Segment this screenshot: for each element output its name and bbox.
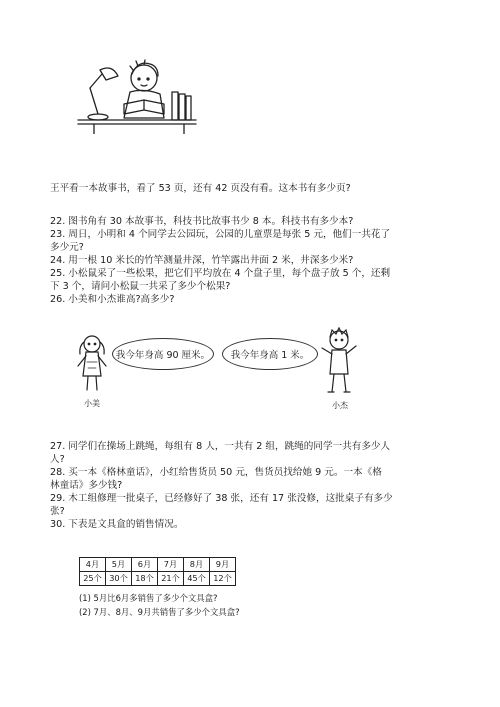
right-speech-bubble	[222, 338, 318, 370]
question-25-cont: 下 3 个，请问小松鼠一共采了多少个松果?	[50, 281, 231, 292]
question-23-cont: 多少元?	[50, 242, 84, 253]
question-27: 27. 同学们在操场上跳绳，每组有 8 人，一共有 2 组，跳绳的同学一共有多少人	[50, 441, 391, 452]
question-28-cont: 林童话》多少钱?	[50, 480, 123, 491]
table-cell: 21个	[158, 572, 184, 586]
intro-question: 王平看一本故事书，看了 53 页，还有 42 页没有看。这本书有多少页?	[50, 183, 351, 194]
question-22: 22. 图书角有 30 本故事书，科技书比故事书少 8 本。科技书有多少本?	[50, 216, 354, 227]
question-30: 30. 下表是文具盒的销售情况。	[50, 519, 184, 530]
question-24: 24. 用一根 10 米长的竹竿测量井深，竹竿露出井面 2 米，井深多少米?	[50, 255, 354, 266]
question-26: 26. 小美和小杰谁高?高多少?	[50, 294, 175, 305]
sub-question-1: (1) 5月比6月多销售了多少个文具盒?	[79, 593, 218, 603]
boy-figure	[318, 326, 360, 398]
table-cell: 6月	[132, 558, 158, 572]
table-row-counts	[80, 572, 236, 586]
right-speech-text: 我今年身高 1 米。	[230, 350, 310, 361]
sub-question-2: (2) 7月、8月、9月共销售了多少个文具盒?	[79, 607, 240, 617]
table-cell: 8月	[184, 558, 210, 572]
table-row-months	[80, 558, 236, 572]
question-29-cont: 张?	[50, 506, 65, 517]
left-speech-text: 我今年身高 90 厘米。	[115, 350, 211, 361]
table-cell: 25个	[80, 572, 106, 586]
boy-name-label: 小杰	[332, 401, 348, 410]
question-29: 29. 木工组修理一批桌子，已经修好了 38 张，还有 17 张没修，这批桌子有多少	[50, 493, 393, 504]
table-cell: 12个	[210, 572, 236, 586]
girl-name-label: 小美	[84, 399, 100, 408]
sales-table	[79, 557, 236, 586]
left-speech-bubble	[112, 338, 214, 370]
reading-boy-illustration	[72, 48, 204, 134]
table-cell: 30个	[106, 572, 132, 586]
question-28: 28. 买一本《格林童话》，小红给售货员 50 元，售货员找给她 9 元。一本《格	[50, 467, 382, 478]
question-27-cont: 人?	[50, 454, 65, 465]
table-cell: 18个	[132, 572, 158, 586]
question-25: 25. 小松鼠采了一些松果，把它们平均放在 4 个盘子里，每个盘子放 5 个，还剩	[50, 268, 391, 279]
table-cell: 9月	[210, 558, 236, 572]
table-cell: 5月	[106, 558, 132, 572]
girl-figure	[75, 332, 109, 396]
table-cell: 4月	[80, 558, 106, 572]
table-cell: 45个	[184, 572, 210, 586]
question-23: 23. 周日，小明和 4 个同学去公园玩，公园的儿童票是每张 5 元，他们一共花了	[50, 229, 391, 240]
table-cell: 7月	[158, 558, 184, 572]
